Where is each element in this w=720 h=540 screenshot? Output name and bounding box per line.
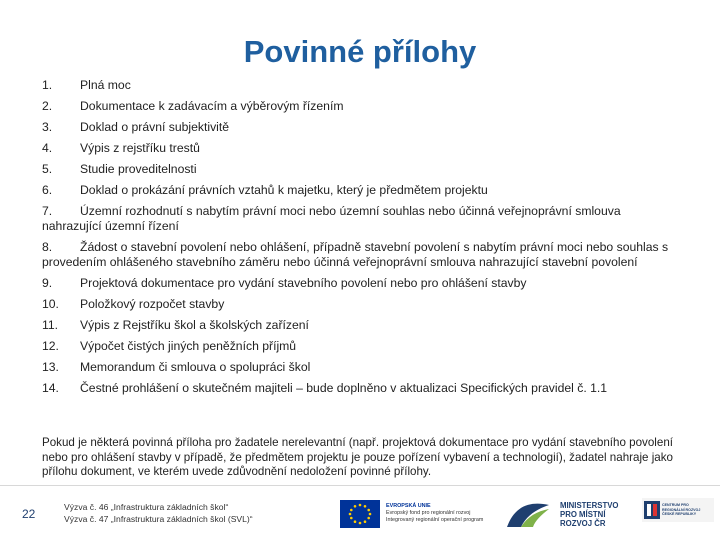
item-number: 6.	[42, 183, 53, 197]
item-text: Územní rozhodnutí s nabytím právní moci nebo územní souhlas nebo účinná veřejnoprávní smlouva nahrazující územní řízení	[42, 204, 621, 233]
mmr-line-1: MINISTERSTVO	[560, 501, 619, 510]
item-number: 12.	[42, 339, 59, 353]
list-item	[42, 204, 682, 234]
list-item	[42, 183, 682, 198]
item-text: Výpočet čistých jiných peněžních příjmů	[80, 339, 297, 353]
footer-text	[64, 501, 253, 525]
list-item	[42, 141, 682, 156]
item-number: 8.	[42, 240, 53, 254]
eu-program: Integrovaný regionální operační program	[386, 517, 484, 523]
item-number: 14.	[42, 381, 59, 395]
item-text: Položkový rozpočet stavby	[80, 297, 225, 311]
footer-line-1: Výzva č. 46 „Infrastruktura základních škol“	[64, 502, 229, 512]
item-text: Žádost o stavební povolení nebo ohlášení, případně stavební povolení s nabytím právní moci nebo souhlas s provedením ohlášeného stavebního záměru nebo účinná veřejnoprávní smlouva nahrazující stavební povolení	[42, 240, 669, 269]
footer-line-2: Výzva č. 47 „Infrastruktura základních škol (SVL)“	[64, 514, 253, 524]
list-item	[42, 339, 682, 354]
item-number: 11.	[42, 318, 59, 332]
list-item	[42, 318, 682, 333]
list-item	[42, 240, 682, 270]
item-number: 5.	[42, 162, 53, 176]
list-item	[42, 276, 682, 291]
eu-flag-logo	[340, 500, 380, 533]
item-number: 9.	[42, 276, 53, 290]
crr-logo	[642, 498, 714, 527]
list-item	[42, 120, 682, 135]
item-number: 10.	[42, 297, 59, 311]
item-text: Projektová dokumentace pro vydání stavebního povolení nebo pro ohlášení stavby	[80, 276, 527, 290]
mmr-line-3: ROZVOJ ČR	[560, 519, 606, 528]
item-number: 4.	[42, 141, 53, 155]
mmr-text-logo	[560, 501, 618, 528]
eu-text-logo	[386, 503, 496, 524]
item-text: Studie proveditelnosti	[80, 162, 197, 176]
item-text: Čestné prohlášení o skutečném majiteli – bude doplněno v aktualizaci Specifických pravidel č. 1.1	[80, 381, 608, 395]
item-number: 13.	[42, 360, 59, 374]
page-title: Povinné přílohy	[243, 34, 477, 69]
item-text: Výpis z Rejstříku škol a školských zařízení	[80, 318, 309, 332]
page-number: 22	[22, 507, 36, 521]
attachments-list	[42, 78, 682, 396]
item-number: 7.	[42, 204, 53, 218]
footer-divider	[0, 485, 720, 486]
list-item	[42, 99, 682, 114]
eu-fund: Evropský fond pro regionální rozvoj	[386, 510, 471, 516]
item-text: Doklad o prokázání právních vztahů k majetku, který je předmětem projektu	[80, 183, 488, 197]
list-item	[42, 381, 682, 396]
crr-text: CENTRUM PRO REGIONÁLNÍ ROZVOJ ČESKÉ REPUBLIKY	[662, 503, 701, 517]
list-item	[42, 297, 682, 312]
eu-name: EVROPSKÁ UNIE	[386, 503, 431, 509]
item-number: 1.	[42, 78, 53, 92]
list-item	[42, 78, 682, 93]
note-paragraph: Pokud je některá povinná příloha pro žadatele nerelevantní (např. projektová dokumentace pro vydání stavebního povolení nebo pro ohlášení stavby v případě, že předmětem projektu je pouze pořízení vybavení a technologií), žadatel nahraje jako přílohu dokument, ve kterém uvede zdůvodnění nedoložení povinné přílohy.	[42, 436, 673, 479]
item-text: Dokumentace k zadávacím a výběrovým řízením	[80, 99, 344, 113]
mmr-emblem-icon	[505, 499, 551, 536]
item-number: 3.	[42, 120, 53, 134]
item-number: 2.	[42, 99, 53, 113]
list-item	[42, 360, 682, 375]
item-text: Výpis z rejstříku trestů	[80, 141, 200, 155]
item-text: Plná moc	[80, 78, 131, 92]
mmr-line-2: PRO MÍSTNÍ	[560, 510, 606, 519]
item-text: Doklad o právní subjektivitě	[80, 120, 230, 134]
item-text: Memorandum či smlouva o spolupráci škol	[80, 360, 311, 374]
list-item	[42, 162, 682, 177]
